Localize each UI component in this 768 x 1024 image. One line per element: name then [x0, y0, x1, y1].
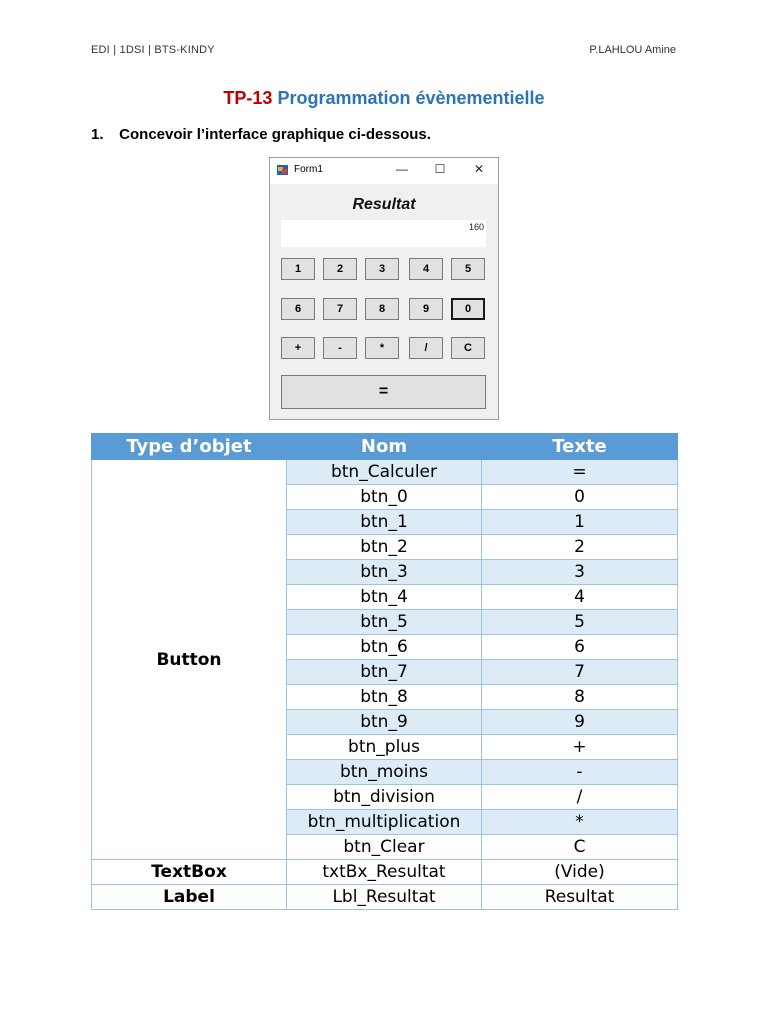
- button-4[interactable]: 4: [409, 258, 443, 280]
- result-label: Resultat: [352, 196, 416, 213]
- button-8[interactable]: 8: [365, 298, 399, 320]
- button-7[interactable]: 7: [323, 298, 357, 320]
- cell-nom: btn_plus: [287, 735, 482, 760]
- title-tp: TP-13: [223, 88, 273, 108]
- cell-nom: btn_8: [287, 685, 482, 710]
- cell-texte: 5: [482, 610, 678, 635]
- cell-nom: btn_6: [287, 635, 482, 660]
- cell-texte: 2: [482, 535, 678, 560]
- button-divide[interactable]: /: [409, 337, 443, 359]
- cell-nom: btn_7: [287, 660, 482, 685]
- header-nom: Nom: [287, 434, 482, 460]
- type-label: Label: [92, 885, 287, 910]
- cell-texte: 3: [482, 560, 678, 585]
- close-icon[interactable]: ✕: [473, 162, 485, 176]
- cell-nom: btn_0: [287, 485, 482, 510]
- cell-nom: btn_division: [287, 785, 482, 810]
- cell-texte: =: [482, 460, 678, 485]
- cell-texte: 4: [482, 585, 678, 610]
- cell-texte: Resultat: [482, 885, 678, 910]
- step-text: Concevoir l’interface graphique ci-dessous.: [119, 126, 431, 143]
- step-number: 1.: [91, 126, 104, 143]
- table-row: [92, 460, 678, 485]
- cell-texte: 0: [482, 485, 678, 510]
- button-2[interactable]: 2: [323, 258, 357, 280]
- cell-nom: btn_9: [287, 710, 482, 735]
- minimize-icon[interactable]: —: [396, 162, 408, 176]
- table-row: [92, 860, 678, 885]
- form-title: Form1: [294, 164, 323, 175]
- form-titlebar: [270, 158, 498, 184]
- title-main: Programmation évènementielle: [277, 88, 545, 108]
- table-row: [92, 885, 678, 910]
- cell-nom: btn_2: [287, 535, 482, 560]
- button-equals[interactable]: =: [281, 375, 486, 409]
- cell-nom: btn_Clear: [287, 835, 482, 860]
- cell-texte: 7: [482, 660, 678, 685]
- result-textbox[interactable]: [281, 220, 486, 247]
- table-header-row: [92, 434, 678, 460]
- cell-texte: 9: [482, 710, 678, 735]
- cell-texte: *: [482, 810, 678, 835]
- button-clear[interactable]: C: [451, 337, 485, 359]
- type-textbox: TextBox: [92, 860, 287, 885]
- button-0[interactable]: 0: [451, 298, 485, 320]
- button-6[interactable]: 6: [281, 298, 315, 320]
- cell-texte: -: [482, 760, 678, 785]
- cell-texte: C: [482, 835, 678, 860]
- button-9[interactable]: 9: [409, 298, 443, 320]
- cell-texte: (Vide): [482, 860, 678, 885]
- cell-nom: btn_3: [287, 560, 482, 585]
- form-window: [269, 157, 499, 420]
- header-right: P.LAHLOU Amine: [589, 44, 676, 56]
- app-icon: [277, 165, 288, 175]
- cell-nom: btn_multiplication: [287, 810, 482, 835]
- button-minus[interactable]: -: [323, 337, 357, 359]
- cell-nom: btn_moins: [287, 760, 482, 785]
- cell-nom: btn_4: [287, 585, 482, 610]
- cell-texte: 6: [482, 635, 678, 660]
- button-plus[interactable]: +: [281, 337, 315, 359]
- button-3[interactable]: 3: [365, 258, 399, 280]
- cell-nom: txtBx_Resultat: [287, 860, 482, 885]
- cell-texte: /: [482, 785, 678, 810]
- button-multiply[interactable]: *: [365, 337, 399, 359]
- cell-nom: btn_Calculer: [287, 460, 482, 485]
- header-texte: Texte: [482, 434, 678, 460]
- type-button: Button: [92, 460, 287, 860]
- header-type: Type d’objet: [92, 434, 287, 460]
- objects-table: [91, 433, 678, 910]
- cell-texte: +: [482, 735, 678, 760]
- cell-nom: btn_5: [287, 610, 482, 635]
- cell-nom: btn_1: [287, 510, 482, 535]
- cell-texte: 1: [482, 510, 678, 535]
- cell-texte: 8: [482, 685, 678, 710]
- result-textbox-value: 160: [468, 222, 484, 232]
- button-5[interactable]: 5: [451, 258, 485, 280]
- button-1[interactable]: 1: [281, 258, 315, 280]
- page-title: [0, 88, 768, 109]
- maximize-icon[interactable]: ☐: [434, 162, 446, 176]
- step-instruction: [91, 126, 431, 143]
- cell-nom: Lbl_Resultat: [287, 885, 482, 910]
- header-left: EDI | 1DSI | BTS-KINDY: [91, 44, 215, 56]
